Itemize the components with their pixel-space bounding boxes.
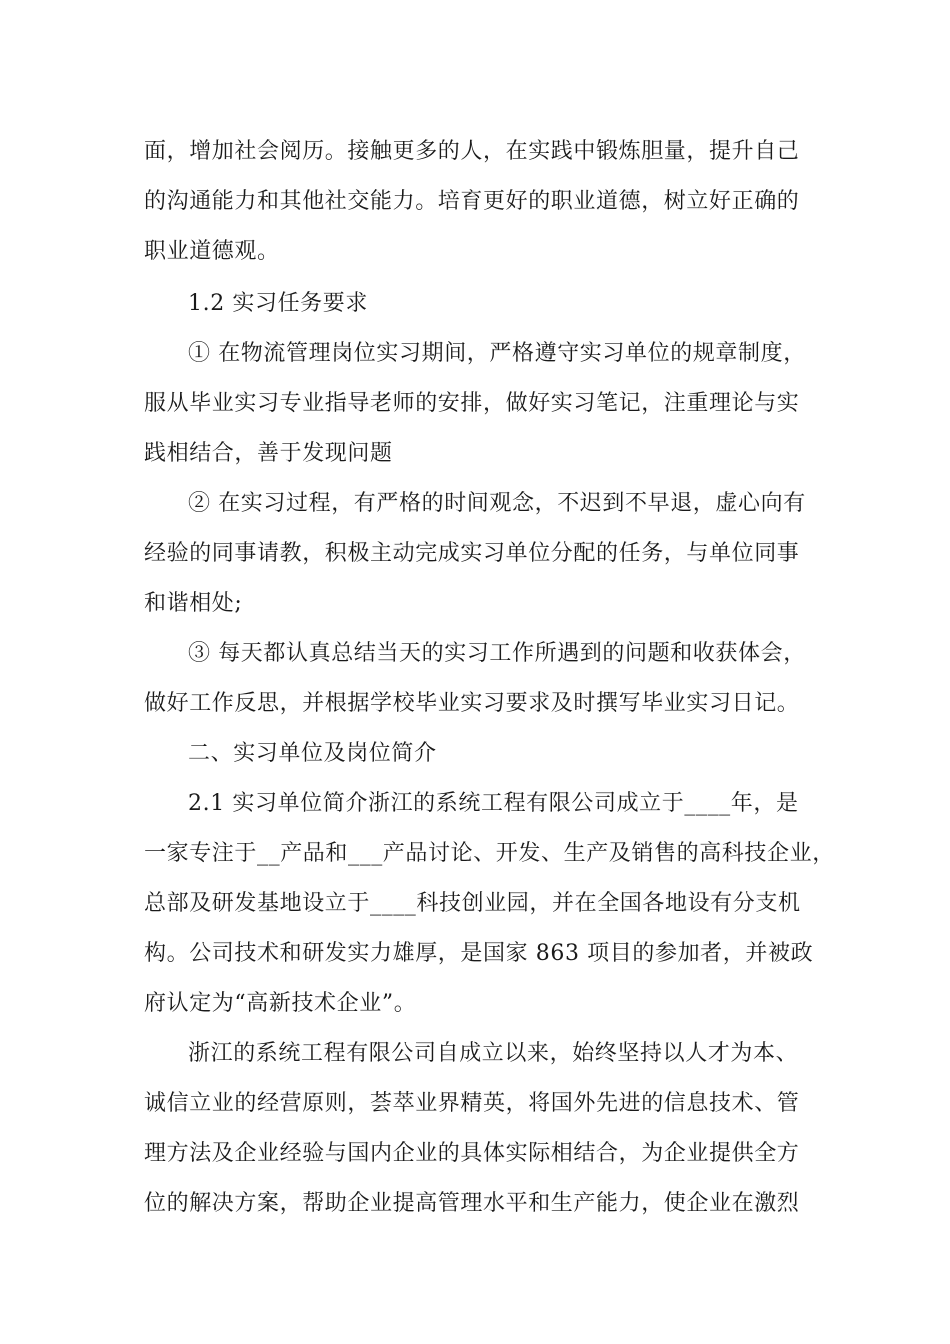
body-text-line: 和谐相处; <box>144 591 243 616</box>
body-text-line: 诚信立业的经营原则，荟萃业界精英，将国外先进的信息技术、管 <box>144 1091 800 1116</box>
body-text-line: 总部及研发基地设立于____科技创业园，并在全国各地设有分支机 <box>144 891 801 916</box>
body-text-line: 府认定为“高新技术企业”。 <box>144 991 417 1016</box>
body-text-line: 服从毕业实习专业指导老师的安排，做好实习笔记，注重理论与实 <box>144 391 800 416</box>
body-text-line: 职业道德观。 <box>144 239 280 264</box>
body-text-line: 做好工作反思，并根据学校毕业实习要求及时撰写毕业实习日记。 <box>144 691 800 716</box>
body-text-line: 理方法及企业经验与国内企业的具体实际相结合，为企业提供全方 <box>144 1141 800 1166</box>
paragraph-start: 浙江的系统工程有限公司自成立以来，始终坚持以人才为本、 <box>188 1041 799 1066</box>
body-text-line: 的沟通能力和其他社交能力。培育更好的职业道德，树立好正确的 <box>144 189 800 214</box>
subsection-heading-2-1: 2.1 实习单位简介浙江的系统工程有限公司成立于____年，是 <box>188 791 799 816</box>
requirement-item-2: ② 在实习过程，有严格的时间观念，不迟到不早退，虚心向有 <box>188 491 806 516</box>
requirement-item-3: ③ 每天都认真总结当天的实习工作所遇到的问题和收获体会， <box>188 641 806 666</box>
body-text-line: 构。公司技术和研发实力雄厚，是国家 863 项目的参加者，并被政 <box>144 941 814 966</box>
section-heading-1-2: 1.2 实习任务要求 <box>188 291 368 316</box>
body-text-line: 位的解决方案，帮助企业提高管理水平和生产能力，使企业在激烈 <box>144 1191 800 1216</box>
section-heading-2: 二、实习单位及岗位简介 <box>188 741 437 766</box>
body-text-line: 践相结合，善于发现问题 <box>144 441 393 466</box>
body-text-line: 经验的同事请教，积极主动完成实习单位分配的任务，与单位同事 <box>144 541 800 566</box>
body-text-line: 面，增加社会阅历。接触更多的人，在实践中锻炼胆量，提升自己 <box>144 139 800 164</box>
requirement-item-1: ① 在物流管理岗位实习期间，严格遵守实习单位的规章制度， <box>188 341 806 366</box>
body-text-line: 一家专注于__产品和___产品讨论、开发、生产及销售的高科技企业， <box>144 841 835 866</box>
